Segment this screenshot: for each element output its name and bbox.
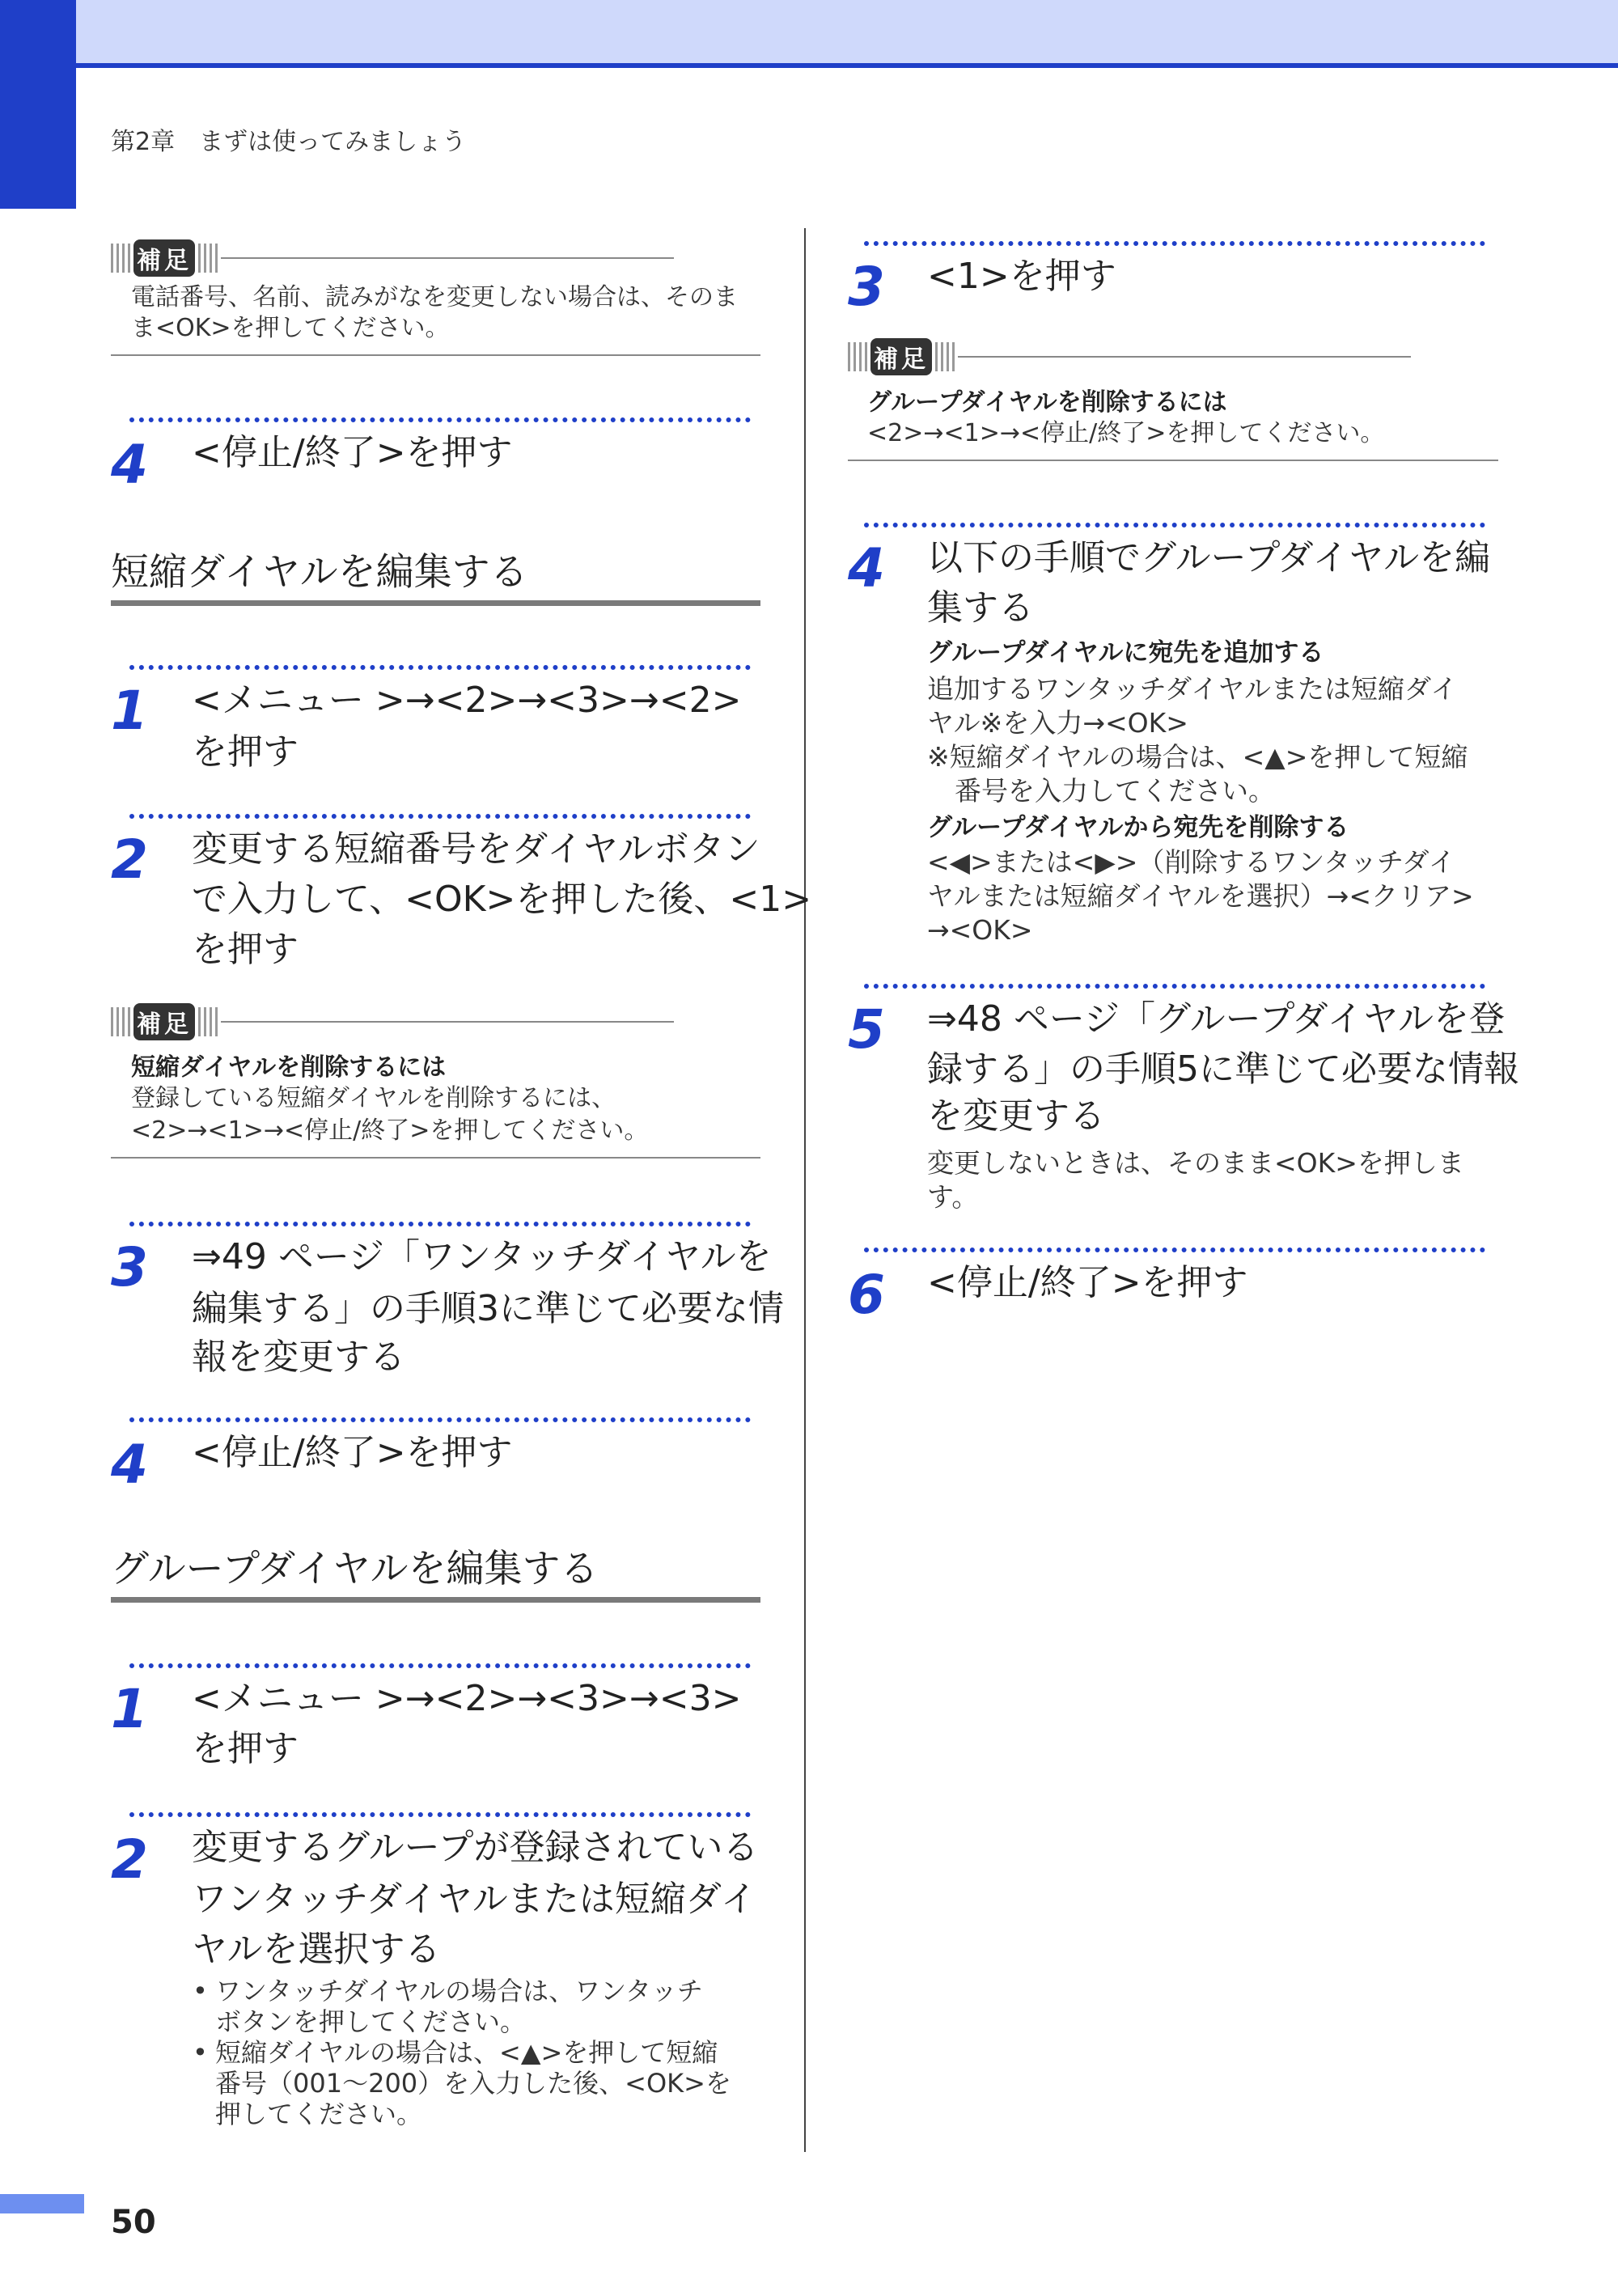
step-divider bbox=[864, 984, 1485, 989]
step-divider bbox=[129, 1812, 751, 1817]
bullet-list bbox=[188, 1976, 770, 2129]
step-number: 4 bbox=[848, 537, 885, 599]
hosoku-badge bbox=[111, 1003, 674, 1040]
step-divider bbox=[129, 1663, 751, 1668]
hosoku-badge bbox=[111, 239, 674, 277]
chapter-title: 第2章 まずは使ってみましょう bbox=[111, 128, 467, 156]
note-heading: 短縮ダイヤルを削除するには bbox=[131, 1053, 447, 1082]
body-text: 追加するワンタッチダイヤルまたは短縮ダイ bbox=[927, 673, 1458, 705]
step-text: 編集する」の手順3に準じて必要な情 bbox=[192, 1288, 784, 1329]
step-text: を押す bbox=[192, 929, 299, 970]
body-text: →<OK> bbox=[927, 914, 1033, 946]
page-number-bar bbox=[0, 2194, 84, 2213]
note-text: 登録している短縮ダイヤルを削除するには、 bbox=[131, 1084, 616, 1112]
step-divider bbox=[864, 523, 1485, 527]
step-text: を押す bbox=[192, 731, 299, 773]
step-divider bbox=[864, 241, 1485, 246]
step-number: 2 bbox=[111, 828, 148, 891]
step-text: <停止/終了>を押す bbox=[192, 432, 513, 473]
step-text: 変更する短縮番号をダイヤルボタン bbox=[192, 828, 760, 870]
page-number: 50 bbox=[111, 2204, 156, 2241]
note-rule bbox=[111, 1157, 760, 1159]
hosoku-bars-icon bbox=[111, 1007, 130, 1036]
body-text: す。 bbox=[927, 1181, 979, 1213]
list-item: • 短縮ダイヤルの場合は、<▲>を押して短縮 番号（001～200）を入力した後、<OK>を 押してください。 bbox=[188, 2037, 770, 2129]
hosoku-badge bbox=[848, 338, 1411, 375]
step-divider bbox=[129, 1417, 751, 1422]
step-number: 2 bbox=[111, 1828, 148, 1891]
step-text: 以下の手順でグループダイヤルを編 bbox=[927, 537, 1491, 578]
list-item: • ワンタッチダイヤルの場合は、ワンタッチ ボタンを押してください。 bbox=[188, 1976, 770, 2037]
step-divider bbox=[864, 1248, 1485, 1252]
step-text: で入力して、<OK>を押した後、<1> bbox=[192, 879, 812, 920]
hosoku-line bbox=[958, 356, 1411, 358]
step-number: 1 bbox=[111, 1678, 148, 1740]
sub-heading: グループダイヤルに宛先を追加する bbox=[927, 638, 1324, 667]
body-text: <◀>または<▶>（削除するワンタッチダイ bbox=[927, 846, 1455, 878]
hosoku-line bbox=[221, 1021, 674, 1023]
step-text: 変更するグループが登録されている bbox=[192, 1827, 759, 1868]
note-rule bbox=[848, 460, 1498, 461]
hosoku-bars-icon bbox=[198, 244, 218, 273]
sub-heading: グループダイヤルから宛先を削除する bbox=[927, 813, 1349, 842]
header-rule bbox=[0, 63, 1618, 68]
hosoku-label: 補足 bbox=[133, 1003, 195, 1040]
body-text: ※短縮ダイヤルの場合は、<▲>を押して短縮 bbox=[927, 741, 1468, 773]
section-rule bbox=[111, 600, 760, 606]
step-text: <メニュー >→<2>→<3>→<3> bbox=[192, 1678, 742, 1719]
step-text: <停止/終了>を押す bbox=[927, 1262, 1248, 1303]
step-text: ヤルを選択する bbox=[192, 1929, 441, 1970]
step-divider bbox=[129, 814, 751, 819]
step-text: 録する」の手順5に準じて必要な情報 bbox=[927, 1048, 1519, 1090]
step-text: を変更する bbox=[927, 1095, 1105, 1137]
step-divider bbox=[129, 1222, 751, 1226]
step-number: 6 bbox=[848, 1264, 885, 1326]
step-text: 集する bbox=[927, 587, 1034, 629]
step-number: 1 bbox=[111, 680, 148, 742]
step-text: ⇒49 ページ「ワンタッチダイヤルを bbox=[192, 1236, 772, 1277]
header-band bbox=[0, 0, 1618, 63]
hosoku-bars-icon bbox=[848, 342, 867, 371]
step-divider bbox=[129, 417, 751, 422]
step-text: ⇒48 ページ「グループダイヤルを登 bbox=[927, 998, 1506, 1040]
hosoku-label: 補足 bbox=[870, 338, 932, 375]
body-text: ヤルまたは短縮ダイヤルを選択）→<クリア> bbox=[927, 880, 1474, 912]
body-text: 番号を入力してください。 bbox=[955, 775, 1275, 807]
note-rule bbox=[111, 354, 760, 356]
hosoku-bars-icon bbox=[111, 244, 130, 273]
section-heading: 短縮ダイヤルを編集する bbox=[111, 550, 528, 595]
hosoku-bars-icon bbox=[198, 1007, 218, 1036]
step-number: 4 bbox=[111, 1434, 148, 1496]
step-number: 3 bbox=[848, 256, 885, 318]
note-text: ま<OK>を押してください。 bbox=[131, 314, 450, 342]
chapter-tab bbox=[0, 0, 76, 209]
step-text: <1>を押す bbox=[927, 256, 1116, 297]
column-divider bbox=[804, 228, 806, 2152]
section-heading: グループダイヤルを編集する bbox=[111, 1547, 599, 1591]
step-number: 3 bbox=[111, 1236, 148, 1298]
note-text: 電話番号、名前、読みがなを変更しない場合は、そのま bbox=[131, 283, 738, 311]
note-text: <2>→<1>→<停止/終了>を押してください。 bbox=[867, 419, 1385, 447]
step-text: を押す bbox=[192, 1728, 299, 1769]
step-text: 報を変更する bbox=[192, 1337, 405, 1378]
hosoku-label: 補足 bbox=[133, 239, 195, 277]
hosoku-line bbox=[221, 257, 674, 259]
note-text: <2>→<1>→<停止/終了>を押してください。 bbox=[131, 1116, 649, 1145]
step-number: 5 bbox=[848, 998, 885, 1061]
step-divider bbox=[129, 665, 751, 670]
section-rule bbox=[111, 1597, 760, 1603]
step-text: <停止/終了>を押す bbox=[192, 1432, 513, 1473]
note-heading: グループダイヤルを削除するには bbox=[867, 388, 1227, 417]
step-text: <メニュー >→<2>→<3>→<2> bbox=[192, 680, 742, 721]
body-text: 変更しないときは、そのまま<OK>を押しま bbox=[927, 1147, 1464, 1179]
step-number: 4 bbox=[111, 434, 148, 496]
step-text: ワンタッチダイヤルまたは短縮ダイ bbox=[192, 1879, 756, 1920]
hosoku-bars-icon bbox=[935, 342, 955, 371]
body-text: ヤル※を入力→<OK> bbox=[927, 707, 1188, 739]
